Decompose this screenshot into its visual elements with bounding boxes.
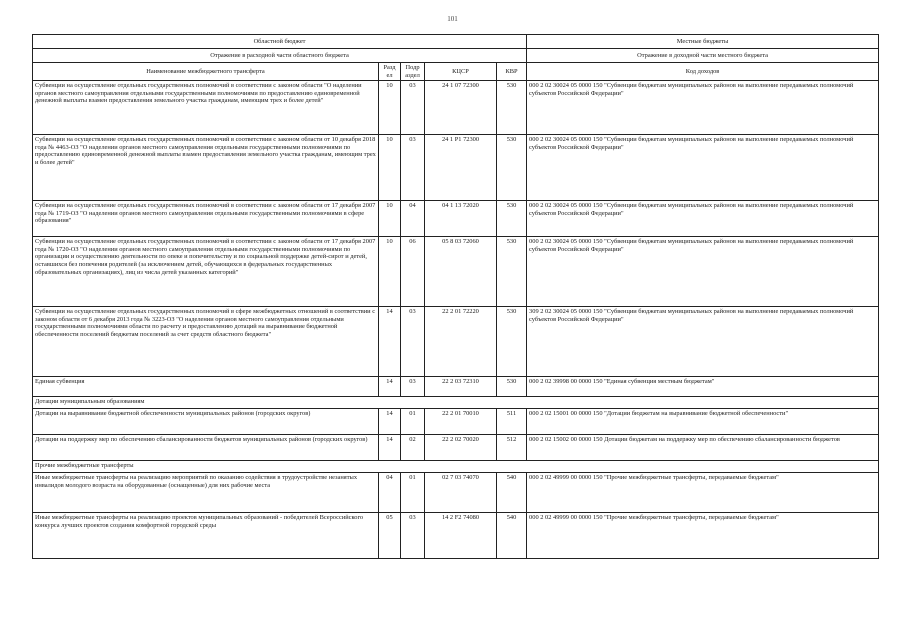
col-header-kvr: КВР bbox=[497, 63, 527, 81]
podrazdel-cell: 03 bbox=[401, 307, 425, 377]
kcsr-cell: 22 2 01 72220 bbox=[425, 307, 497, 377]
podrazdel-cell: 03 bbox=[401, 135, 425, 201]
local-budgets-header: Местные бюджеты bbox=[527, 35, 879, 49]
kvr-cell: 530 bbox=[497, 135, 527, 201]
kvr-cell: 540 bbox=[497, 473, 527, 513]
col-header-podrazdel: Подр аздел bbox=[401, 63, 425, 81]
podrazdel-cell: 06 bbox=[401, 237, 425, 307]
razdel-cell: 10 bbox=[379, 237, 401, 307]
transfer-name: Иные межбюджетные трансферты на реализацию проектов муниципальных образований - победителей Всероссийского конкурса лучших проектов создания комфортной городской среды bbox=[33, 513, 379, 559]
income-code-cell: 309 2 02 30024 05 0000 150 "Субвенции бюджетам муниципальных районов на выполнение передаваемых полномочий субъектов Российской Федерации" bbox=[527, 307, 879, 377]
regional-budget-header: Областной бюджет bbox=[33, 35, 527, 49]
razdel-cell: 05 bbox=[379, 513, 401, 559]
kcsr-cell: 05 8 03 72060 bbox=[425, 237, 497, 307]
col-header-razdel: Разд ел bbox=[379, 63, 401, 81]
podrazdel-cell: 02 bbox=[401, 435, 425, 461]
kvr-cell: 530 bbox=[497, 377, 527, 397]
table-row bbox=[33, 135, 879, 201]
kcsr-cell: 14 2 F2 74080 bbox=[425, 513, 497, 559]
kcsr-cell: 24 1 P1 72300 bbox=[425, 135, 497, 201]
income-code-cell: 000 2 02 15001 00 0000 150 "Дотации бюджетам на выравнивание бюджетной обеспеченности" bbox=[527, 409, 879, 435]
table-row bbox=[33, 237, 879, 307]
razdel-cell: 04 bbox=[379, 473, 401, 513]
kcsr-cell: 24 1 07 72300 bbox=[425, 81, 497, 135]
kcsr-cell: 22 2 03 72310 bbox=[425, 377, 497, 397]
income-reflection-header: Отражение в доходной части местного бюджета bbox=[527, 49, 879, 63]
page-number: 101 bbox=[447, 15, 458, 23]
podrazdel-cell: 04 bbox=[401, 201, 425, 237]
podrazdel-cell: 03 bbox=[401, 81, 425, 135]
transfer-name: Дотации на поддержку мер по обеспечению сбалансированности бюджетов муниципальных районов (городских округов) bbox=[33, 435, 379, 461]
podrazdel-cell: 03 bbox=[401, 377, 425, 397]
transfer-name: Иные межбюджетные трансферты на реализацию мероприятий по оказанию содействия в трудоустройстве незанятых инвалидов молодого возраста на оборудованные (оснащенные) для них рабочие места bbox=[33, 473, 379, 513]
transfer-name: Субвенции на осуществление отдельных государственных полномочий в соответствии с законом области от 17 декабря 2007 года № 1719-ОЗ "О наделении органов местного самоуправления отдельными государственными полномочиями в сфере образования" bbox=[33, 201, 379, 237]
income-code-cell: 000 2 02 49999 00 0000 150 "Прочие межбюджетные трансферты, передаваемые бюджетам" bbox=[527, 513, 879, 559]
table-row bbox=[33, 473, 879, 513]
podrazdel-cell: 01 bbox=[401, 473, 425, 513]
income-code-cell: 000 2 02 30024 05 0000 150 "Субвенции бюджетам муниципальных районов на выполнение передаваемых полномочий субъектов Российской Федерации" bbox=[527, 201, 879, 237]
income-code-cell: 000 2 02 30024 05 0000 150 "Субвенции бюджетам муниципальных районов на выполнение передаваемых полномочий субъектов Российской Федерации" bbox=[527, 81, 879, 135]
razdel-cell: 14 bbox=[379, 435, 401, 461]
table-row bbox=[33, 435, 879, 461]
income-code-cell: 000 2 02 30024 05 0000 150 "Субвенции бюджетам муниципальных районов на выполнение передаваемых полномочий субъектов Российской Федерации" bbox=[527, 237, 879, 307]
kcsr-cell: 02 7 03 74070 bbox=[425, 473, 497, 513]
kvr-cell: 512 bbox=[497, 435, 527, 461]
col-header-kod: Код доходов bbox=[527, 63, 879, 81]
kcsr-cell: 22 2 02 70020 bbox=[425, 435, 497, 461]
table-row bbox=[33, 81, 879, 135]
razdel-cell: 10 bbox=[379, 135, 401, 201]
podrazdel-cell: 01 bbox=[401, 409, 425, 435]
kvr-cell: 530 bbox=[497, 237, 527, 307]
podrazdel-cell: 03 bbox=[401, 513, 425, 559]
transfer-name: Субвенции на осуществление отдельных государственных полномочий в соответствии с законом области от 17 декабря 2007 года № 1720-ОЗ "О наделении органов местного самоуправления отдельными государственными полномочиями по организации и осуществлению деятельности по опеке и попечительству и по социальной поддержке детей-сирот и детей, оставшихся без попечения родителей (за исключением детей, обучающихся в федеральных государственных образовательных организациях), лиц из числа детей указанных категорий" bbox=[33, 237, 379, 307]
kcsr-cell: 04 1 13 72020 bbox=[425, 201, 497, 237]
table-row bbox=[33, 307, 879, 377]
razdel-cell: 14 bbox=[379, 377, 401, 397]
razdel-cell: 10 bbox=[379, 201, 401, 237]
table-row bbox=[33, 201, 879, 237]
transfer-name: Дотации на выравнивание бюджетной обеспеченности муниципальных районов (городских округов) bbox=[33, 409, 379, 435]
transfer-name: Единая субвенция bbox=[33, 377, 379, 397]
transfers-table bbox=[32, 34, 879, 559]
kcsr-cell: 22 2 01 70010 bbox=[425, 409, 497, 435]
section-row bbox=[33, 461, 879, 473]
section-row bbox=[33, 397, 879, 409]
kvr-cell: 530 bbox=[497, 81, 527, 135]
razdel-cell: 14 bbox=[379, 307, 401, 377]
section-heading-prochie: Прочие межбюджетные трансферты bbox=[33, 461, 879, 473]
expense-reflection-header: Отражение в расходной части областного бюджета bbox=[33, 49, 527, 63]
kvr-cell: 530 bbox=[497, 201, 527, 237]
kvr-cell: 511 bbox=[497, 409, 527, 435]
kvr-cell: 530 bbox=[497, 307, 527, 377]
col-header-kcsr: КЦСР bbox=[425, 63, 497, 81]
income-code-cell: 000 2 02 49999 00 0000 150 "Прочие межбюджетные трансферты, передаваемые бюджетам" bbox=[527, 473, 879, 513]
income-code-cell: 000 2 02 15002 00 0000 150 Дотации бюджетам на поддержку мер по обеспечению сбалансированности бюджетов bbox=[527, 435, 879, 461]
table-row bbox=[33, 409, 879, 435]
table-row bbox=[33, 377, 879, 397]
table-row bbox=[33, 513, 879, 559]
transfer-name: Субвенции на осуществление отдельных государственных полномочий в сфере межбюджетных отношений в соответствии с законом области от 6 декабря 2013 года № 3223-ОЗ "О наделении органов местного самоуправления отдельными государственными полномочиями области по расчету и предоставлению дотаций на выравнивание бюджетной обеспеченности поселений бюджетам поселений за счет средств областного бюджета" bbox=[33, 307, 379, 377]
razdel-cell: 14 bbox=[379, 409, 401, 435]
transfer-name: Субвенции на осуществление отдельных государственных полномочий в соответствии с законом области от 10 декабря 2018 года № 4463-ОЗ "О наделении органов местного самоуправления отдельными государственными полномочиями по предоставлению единовременной денежной выплаты взамен предоставления земельного участка гражданам, имеющим трех и более детей" bbox=[33, 135, 379, 201]
income-code-cell: 000 2 02 39998 00 0000 150 "Единая субвенция местным бюджетам" bbox=[527, 377, 879, 397]
col-header-name: Наименование межбюджетного трансферта bbox=[33, 63, 379, 81]
income-code-cell: 000 2 02 30024 05 0000 150 "Субвенции бюджетам муниципальных районов на выполнение передаваемых полномочий субъектов Российской Федерации" bbox=[527, 135, 879, 201]
transfer-name: Субвенции на осуществление отдельных государственных полномочий в соответствии с законом области "О наделении органов местного самоуправления отдельными государственными полномочиями по предоставлению единовременной денежной выплаты взамен предоставления земельного участка гражданам, имеющим трех и более детей" bbox=[33, 81, 379, 135]
section-heading-dotacii: Дотации муниципальным образованиям bbox=[33, 397, 879, 409]
kvr-cell: 540 bbox=[497, 513, 527, 559]
razdel-cell: 10 bbox=[379, 81, 401, 135]
